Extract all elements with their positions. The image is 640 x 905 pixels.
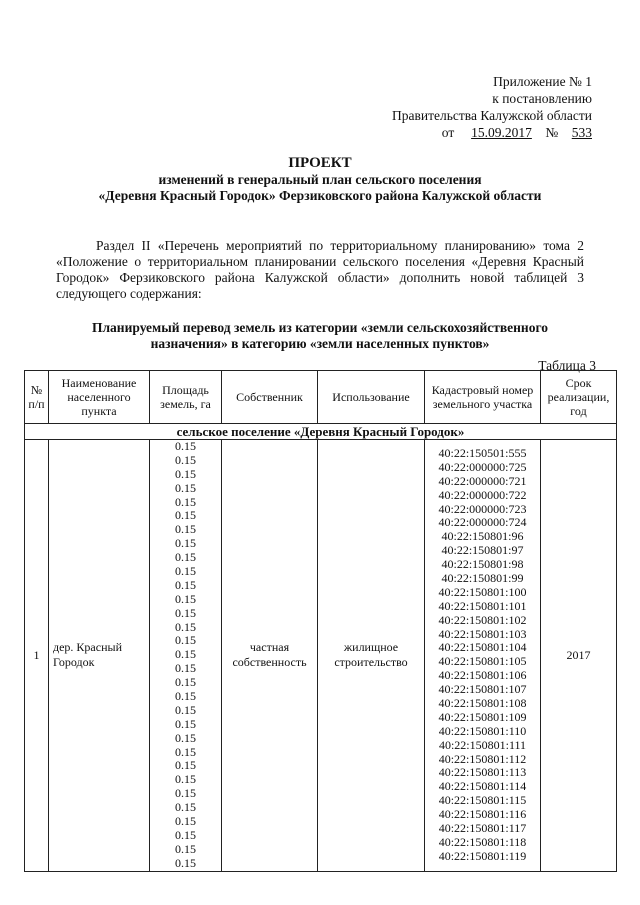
cadastral-number: 40:22:150801:118 (438, 834, 527, 849)
cadastral-column (425, 440, 541, 872)
title-line-2: «Деревня Красный Городок» Ферзиковского района Калужской области (98, 188, 542, 203)
to-resolution-label: к постановлению (492, 91, 592, 106)
area-value: 0.15 (175, 827, 196, 842)
number-label: № (545, 125, 559, 140)
cadastral-number: 40:22:150801:96 (441, 529, 524, 544)
area-value: 0.15 (175, 716, 196, 731)
cadastral-number: 40:22:000000:725 (438, 459, 527, 474)
area-value: 0.15 (175, 564, 196, 579)
cadastral-number: 40:22:150801:108 (438, 695, 527, 710)
cadastral-number: 40:22:000000:724 (438, 515, 527, 530)
cadastral-number: 40:22:150801:103 (438, 626, 527, 641)
area-value: 0.15 (175, 605, 196, 620)
table-row (25, 440, 617, 872)
area-value: 0.15 (175, 536, 196, 551)
cadastral-number: 40:22:150801:102 (438, 612, 527, 627)
row-number: 1 (25, 440, 49, 872)
area-column (150, 440, 222, 872)
land-transfer-table (24, 370, 617, 872)
area-value: 0.15 (175, 841, 196, 856)
cadastral-number: 40:22:150801:117 (438, 820, 527, 835)
area-value: 0.15 (175, 591, 196, 606)
cadastral-number: 40:22:150801:97 (441, 543, 524, 558)
government-label: Правительства Калужской области (391, 108, 592, 123)
cadastral-number: 40:22:150801:113 (438, 765, 527, 780)
area-value: 0.15 (175, 466, 196, 481)
resolution-date: 15.09.2017 (471, 125, 532, 140)
area-value: 0.15 (175, 633, 196, 648)
table-subtitle (0, 320, 640, 352)
owner-cell: частная собственность (222, 440, 318, 872)
area-value: 0.15 (175, 730, 196, 745)
cadastral-number: 40:22:150801:116 (438, 807, 527, 822)
area-value: 0.15 (175, 619, 196, 634)
area-value: 0.15 (175, 758, 196, 773)
area-value: 0.15 (175, 522, 196, 537)
cadastral-number: 40:22:150801:114 (438, 779, 527, 794)
area-value: 0.15 (175, 702, 196, 717)
resolution-number: 533 (571, 125, 592, 140)
header-num: № п/п (25, 371, 49, 424)
group-label: сельское поселение «Деревня Красный Городок» (25, 424, 617, 440)
cadastral-number: 40:22:150801:99 (441, 570, 524, 585)
area-value: 0.15 (175, 508, 196, 523)
cadastral-number: 40:22:150501:555 (438, 445, 527, 460)
area-value: 0.15 (175, 675, 196, 690)
cadastral-number: 40:22:150801:105 (438, 654, 527, 669)
date-number-line (392, 124, 592, 141)
cadastral-number: 40:22:150801:104 (438, 640, 527, 655)
area-value: 0.15 (175, 439, 196, 453)
cadastral-number: 40:22:150801:111 (438, 737, 527, 752)
cadastral-number: 40:22:000000:721 (438, 473, 527, 488)
header-owner: Собственник (222, 371, 318, 424)
header-usage: Использование (318, 371, 425, 424)
header-area: Площадь земель, га (150, 371, 222, 424)
table-header-row (25, 371, 617, 424)
document-title (0, 154, 640, 204)
settlement-name: дер. Красный Городок (49, 440, 150, 872)
cadastral-number: 40:22:150801:100 (438, 584, 527, 599)
area-value: 0.15 (175, 744, 196, 759)
subtitle-line-2: назначения» в категорию «земли населенных пунктов» (150, 336, 490, 351)
area-value: 0.15 (175, 480, 196, 495)
body-paragraph (56, 238, 584, 302)
appendix-label: Приложение № 1 (493, 74, 592, 89)
usage-cell: жилищное строительство (318, 440, 425, 872)
cadastral-number: 40:22:150801:119 (438, 848, 527, 863)
area-list (150, 440, 221, 871)
area-value: 0.15 (175, 577, 196, 592)
area-value: 0.15 (175, 550, 196, 565)
area-value: 0.15 (175, 786, 196, 801)
cadastral-number: 40:22:000000:723 (438, 501, 527, 516)
area-value: 0.15 (175, 647, 196, 662)
header-settlement: Наименование населенного пункта (49, 371, 150, 424)
paragraph-text: Раздел II «Перечень мероприятий по территориальному планированию» тома 2 «Положение о территориальном планировании сельского поселения «Деревня Красный Городок» Ферзиковского района Калужской области» дополнить новой таблицей 3 следующего содержания: (56, 238, 584, 301)
header-year: Срок реализации, год (541, 371, 617, 424)
area-value: 0.15 (175, 855, 196, 870)
title-line-1: изменений в генеральный план сельского поселения (158, 172, 482, 187)
area-value: 0.15 (175, 661, 196, 676)
area-value: 0.15 (175, 772, 196, 787)
title-main: ПРОЕКТ (288, 155, 352, 171)
cadastral-number: 40:22:150801:98 (441, 557, 524, 572)
area-value: 0.15 (175, 814, 196, 829)
table-label: Таблица 3 (538, 358, 596, 373)
from-label: от (441, 125, 455, 140)
cadastral-number: 40:22:150801:106 (438, 668, 527, 683)
cadastral-number: 40:22:150801:115 (438, 793, 527, 808)
area-value: 0.15 (175, 689, 196, 704)
header-cadastral: Кадастровый номер земельного участка (425, 371, 541, 424)
area-value: 0.15 (175, 800, 196, 815)
document-header (392, 73, 592, 141)
cadastral-number: 40:22:150801:107 (438, 682, 527, 697)
cadastral-number: 40:22:150801:110 (438, 723, 527, 738)
cadastral-number: 40:22:150801:109 (438, 709, 527, 724)
area-value: 0.15 (175, 452, 196, 467)
year-cell: 2017 (541, 440, 617, 872)
group-row (25, 424, 617, 440)
area-value: 0.15 (175, 494, 196, 509)
subtitle-line-1: Планируемый перевод земель из категории «земли сельскохозяйственного (91, 320, 549, 335)
cadastral-number: 40:22:150801:101 (438, 598, 527, 613)
cadastral-number: 40:22:000000:722 (438, 487, 527, 502)
cadastral-list (425, 447, 540, 864)
cadastral-number: 40:22:150801:112 (438, 751, 527, 766)
